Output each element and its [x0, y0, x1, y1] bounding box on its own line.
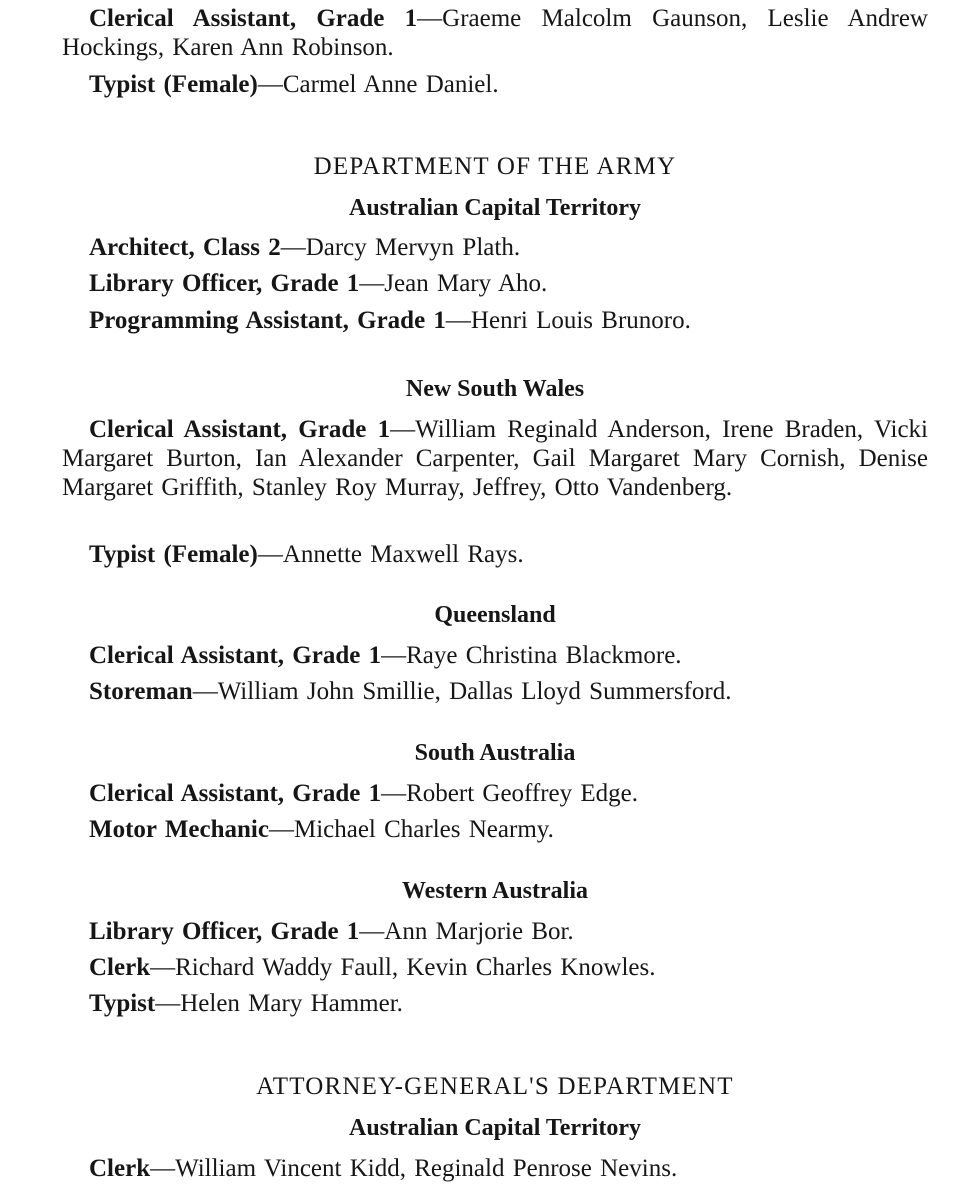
em-dash: — — [381, 642, 407, 669]
appointee-names: Graeme Malcolm Gaunson, Leslie Andrew Hockings, Karen Ann Robinson. — [62, 5, 928, 61]
position-title: Clerical Assistant, Grade 1 — [89, 642, 382, 669]
em-dash: — — [359, 270, 385, 297]
em-dash: — — [257, 541, 283, 568]
position-title: Library Officer, Grade 1 — [89, 270, 360, 297]
appointment-entry — [62, 70, 928, 99]
appointee-names: Ann Marjorie Bor. — [384, 918, 574, 945]
em-dash: — — [390, 416, 416, 443]
appointment-entry — [62, 415, 928, 502]
region-heading: Australian Capital Territory — [349, 195, 641, 221]
appointee-names: Michael Charles Nearmy. — [293, 816, 554, 843]
appointment-entry — [62, 989, 928, 1018]
appointee-names: Jean Mary Aho. — [384, 270, 548, 297]
em-dash: — — [359, 918, 385, 945]
position-title: Architect, Class 2 — [89, 234, 281, 261]
appointment-entry — [62, 917, 928, 946]
appointee-names: Helen Mary Hammer. — [180, 990, 403, 1017]
appointee-names: Carmel Anne Daniel. — [282, 71, 499, 98]
position-title: Typist (Female) — [89, 71, 258, 98]
appointment-entry — [62, 540, 928, 569]
appointment-entry — [62, 233, 928, 262]
position-title: Clerk — [89, 1155, 151, 1182]
department-heading: ATTORNEY-GENERAL'S DEPARTMENT — [256, 1073, 734, 1100]
position-title: Clerk — [89, 954, 151, 981]
appointee-names: William John Smillie, Dallas Lloyd Summersford. — [217, 678, 732, 705]
em-dash: — — [417, 5, 443, 32]
position-title: Typist — [89, 990, 156, 1017]
em-dash: — — [445, 307, 471, 334]
appointment-entry — [62, 4, 928, 62]
region-heading: Queensland — [434, 602, 556, 628]
appointee-names: Richard Waddy Faull, Kevin Charles Knowles. — [175, 954, 656, 981]
em-dash: — — [280, 234, 306, 261]
region-heading: Australian Capital Territory — [349, 1115, 641, 1141]
appointee-names: Annette Maxwell Rays. — [282, 541, 524, 568]
appointment-entry — [62, 815, 928, 844]
appointment-entry — [62, 641, 928, 670]
em-dash: — — [192, 678, 218, 705]
appointee-names: Henri Louis Brunoro. — [470, 307, 691, 334]
position-title: Motor Mechanic — [89, 816, 269, 843]
em-dash: — — [381, 780, 407, 807]
em-dash: — — [150, 1155, 176, 1182]
region-heading: Western Australia — [402, 878, 588, 904]
position-title: Library Officer, Grade 1 — [89, 918, 360, 945]
position-title: Clerical Assistant, Grade 1 — [89, 5, 418, 32]
appointee-names: William Reginald Anderson, Irene Braden, Vicki Margaret Burton, Ian Alexander Carpenter, Gail Margaret Mary Cornish, Denise Margaret Griffith, Stanley Roy Murray, Jeffrey, Otto Vandenberg. — [62, 416, 928, 501]
gazette-page — [62, 0, 928, 1200]
appointment-entry — [62, 1154, 928, 1183]
position-title: Programming Assistant, Grade 1 — [89, 307, 446, 334]
appointment-entry — [62, 677, 928, 706]
position-title: Clerical Assistant, Grade 1 — [89, 780, 382, 807]
position-title: Clerical Assistant, Grade 1 — [89, 416, 391, 443]
appointment-entry — [62, 269, 928, 298]
department-heading: DEPARTMENT OF THE ARMY — [313, 153, 677, 180]
position-title: Typist (Female) — [89, 541, 258, 568]
appointee-names: Darcy Mervyn Plath. — [305, 234, 521, 261]
em-dash: — — [257, 71, 283, 98]
appointment-entry — [62, 953, 928, 982]
appointee-names: Raye Christina Blackmore. — [406, 642, 682, 669]
region-heading: South Australia — [414, 740, 576, 766]
em-dash: — — [268, 816, 294, 843]
em-dash: — — [155, 990, 181, 1017]
position-title: Storeman — [89, 678, 193, 705]
appointment-entry — [62, 779, 928, 808]
region-heading: New South Wales — [405, 376, 585, 402]
appointee-names: William Vincent Kidd, Reginald Penrose Nevins. — [175, 1155, 678, 1182]
appointee-names: Robert Geoffrey Edge. — [406, 780, 639, 807]
appointment-entry — [62, 306, 928, 335]
em-dash: — — [150, 954, 176, 981]
